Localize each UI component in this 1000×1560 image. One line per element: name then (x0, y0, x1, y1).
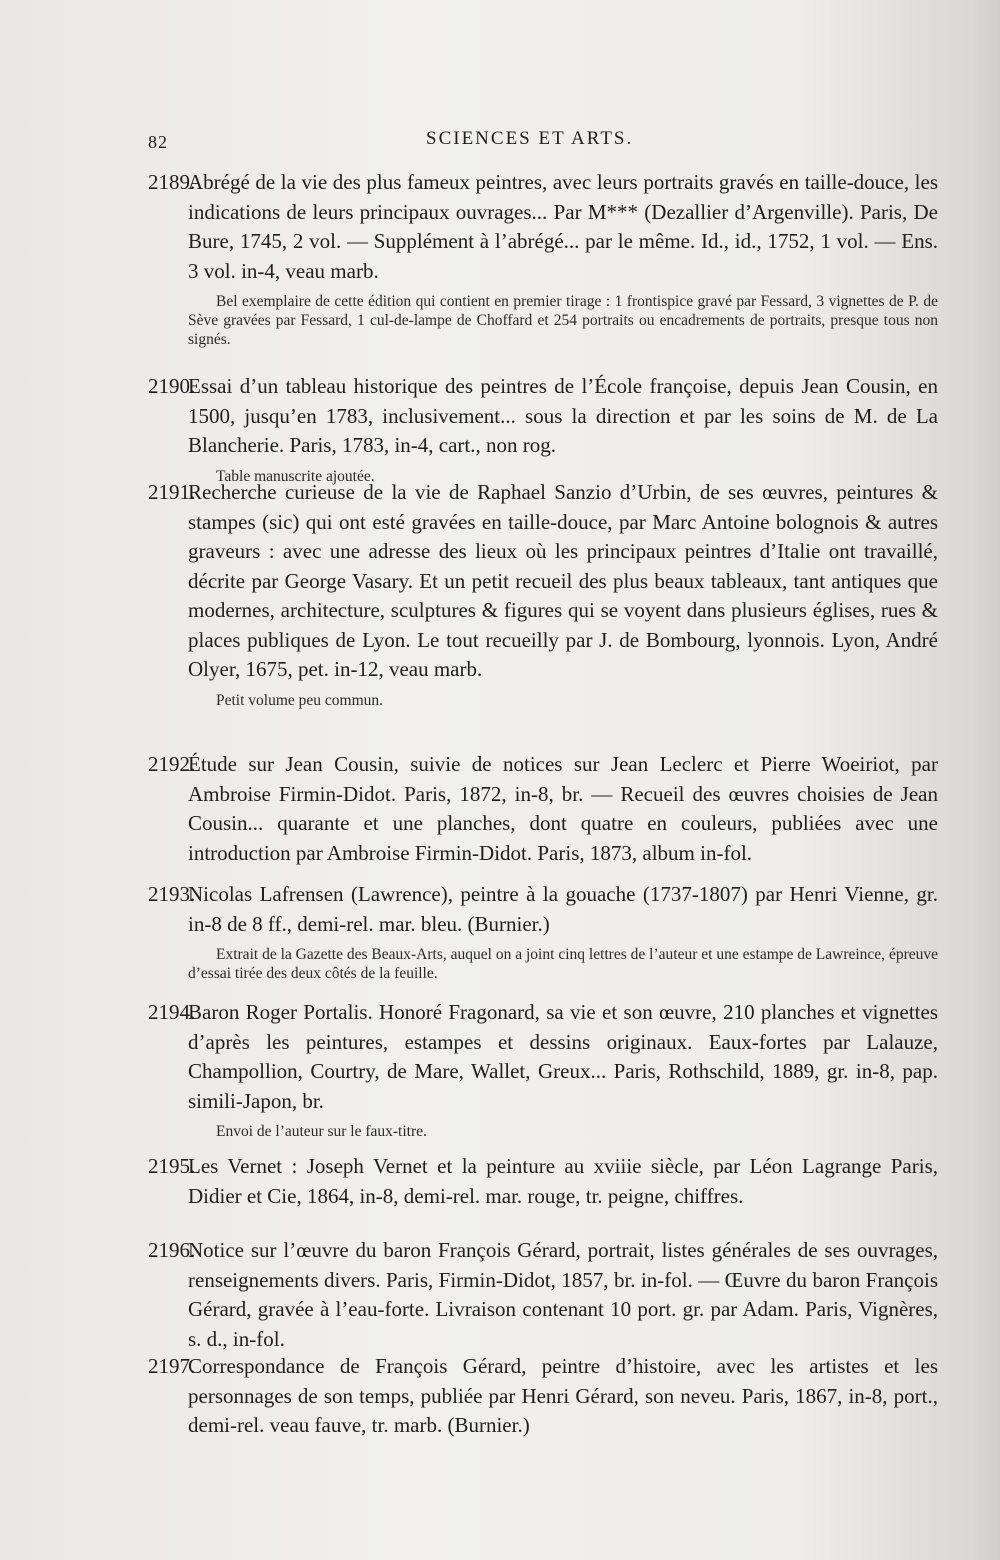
entry-body: Recherche curieuse de la vie de Raphael Sanzio d’Urbin, de ses œuvres, peintures & stampes (sic) qui ont esté gravées en taille-douce, par Marc Antoine bolognois & autres graveurs : avec une adresse des lieux où les principaux peintres d’Italie ont travaillé, décrite par George Vasary. Et un petit recueil des plus beaux tableaux, tant antiques que modernes, architecture, sculptures & figures qui se voyent dans plusieurs églises, rues & places publiques de Lyon. Le tout recueilly par J. de Bombourg, lyonnois. Lyon, André Olyer, 1675, pet. in-12, veau marb. (188, 480, 938, 681)
catalog-entry-2190 (148, 372, 938, 486)
entry-number: 2194. (148, 1000, 196, 1024)
catalog-entry-2189 (148, 168, 938, 349)
entry-number: 2192. (148, 752, 196, 776)
entry-body: Essai d’un tableau historique des peintres de l’École françoise, depuis Jean Cousin, en 1500, jusqu’en 1783, inclusivement... sous la direction et par les soins de M. de La Blancherie. Paris, 1783, in-4, cart., non rog. (188, 374, 938, 457)
entry-number: 2191. (148, 480, 196, 504)
catalog-entry-2195 (148, 1152, 938, 1211)
entry-text (148, 478, 938, 685)
running-title: SCIENCES ET ARTS. (426, 128, 634, 149)
entry-body: Étude sur Jean Cousin, suivie de notices sur Jean Leclerc et Pierre Woeiriot, par Ambroise Firmin-Didot. Paris, 1872, in-8, br. — Recueil des œuvres choisies de Jean Cousin... quarante et une planches, dont quatre en couleurs, publiées avec une introduction par Ambroise Firmin-Didot. Paris, 1873, album in-fol. (188, 752, 938, 865)
entry-note: Extrait de la Gazette des Beaux-Arts, auquel on a joint cinq lettres de l’auteur et une estampe de Lawreince, épreuve d’essai tirée des deux côtés de la feuille. (188, 946, 938, 982)
entry-body: Correspondance de François Gérard, peintre d’histoire, avec les artistes et les personnages de son temps, publiée par Henri Gérard, son neveu. Paris, 1867, in-8, port., demi-rel. veau fauve, tr. marb. (Burnier.) (188, 1354, 938, 1437)
entry-body: Nicolas Lafrensen (Lawrence), peintre à la gouache (1737-1807) par Henri Vienne, gr. in-8 de 8 ff., demi-rel. mar. bleu. (Burnier.) (188, 882, 938, 936)
entry-text (148, 750, 938, 868)
entry-text (148, 998, 938, 1116)
entry-note: Petit volume peu commun. (216, 691, 384, 709)
entry-number: 2190. (148, 374, 196, 398)
entry-number: 2193. (148, 882, 196, 906)
entry-text (148, 1352, 938, 1441)
entry-text (148, 1152, 938, 1211)
entry-number: 2197. (148, 1354, 196, 1378)
catalog-entry-2194 (148, 998, 938, 1141)
entry-body: Les Vernet : Joseph Vernet et la peinture au xviiie siècle, par Léon Lagrange Paris, Didier et Cie, 1864, in-8, demi-rel. mar. rouge, tr. peigne, chiffres. (188, 1154, 938, 1208)
entry-text (148, 168, 938, 286)
entry-note: Table manuscrite ajoutée. (216, 467, 375, 485)
entry-note: Bel exemplaire de cette édition qui contient en premier tirage : 1 frontispice gravé par Fessard, 3 vignettes de P. de Sève gravées par Fessard, 1 cul-de-lampe de Choffard et 254 portraits ou encadrements de portraits, presque tous non signés. (188, 293, 938, 348)
page-number: 82 (148, 132, 168, 152)
entry-text (148, 1236, 938, 1354)
catalog-entry-2197 (148, 1352, 938, 1441)
entry-body: Abrégé de la vie des plus fameux peintres, avec leurs portraits gravés en taille-douce, les indications de leurs principaux ouvrages... Par M*** (Dezallier d’Argenville). Paris, De Bure, 1745, 2 vol. — Supplément à l’abrégé... par le même. Id., id., 1752, 1 vol. — Ens. 3 vol. in-4, veau marb. (188, 170, 938, 283)
entry-body: Baron Roger Portalis. Honoré Fragonard, sa vie et son œuvre, 210 planches et vignettes d’après les peintures, estampes et dessins originaux. Eaux-fortes par Lalauze, Champollion, Courtry, de Mare, Wallet, Greux... Paris, Rothschild, 1889, gr. in-8, pap. simili-Japon, br. (188, 1000, 938, 1113)
entry-number: 2189. (148, 170, 196, 194)
entry-number: 2196. (148, 1238, 196, 1262)
catalog-entry-2191 (148, 478, 938, 710)
entry-text (148, 372, 938, 461)
page-header (148, 128, 668, 158)
entry-number: 2195. (148, 1154, 196, 1178)
catalog-entry-2193 (148, 880, 938, 983)
entry-note: Envoi de l’auteur sur le faux-titre. (216, 1123, 427, 1140)
entry-text (148, 880, 938, 939)
catalog-entry-2196 (148, 1236, 938, 1354)
catalog-entry-2192 (148, 750, 938, 868)
entry-body: Notice sur l’œuvre du baron François Gérard, portrait, listes générales de ses ouvrages, renseignements divers. Paris, Firmin-Didot, 1857, br. in-fol. — Œuvre du baron François Gérard, gravée à l’eau-forte. Livraison contenant 10 port. gr. par Adam. Paris, Vignères, s. d., in-fol. (188, 1238, 938, 1351)
